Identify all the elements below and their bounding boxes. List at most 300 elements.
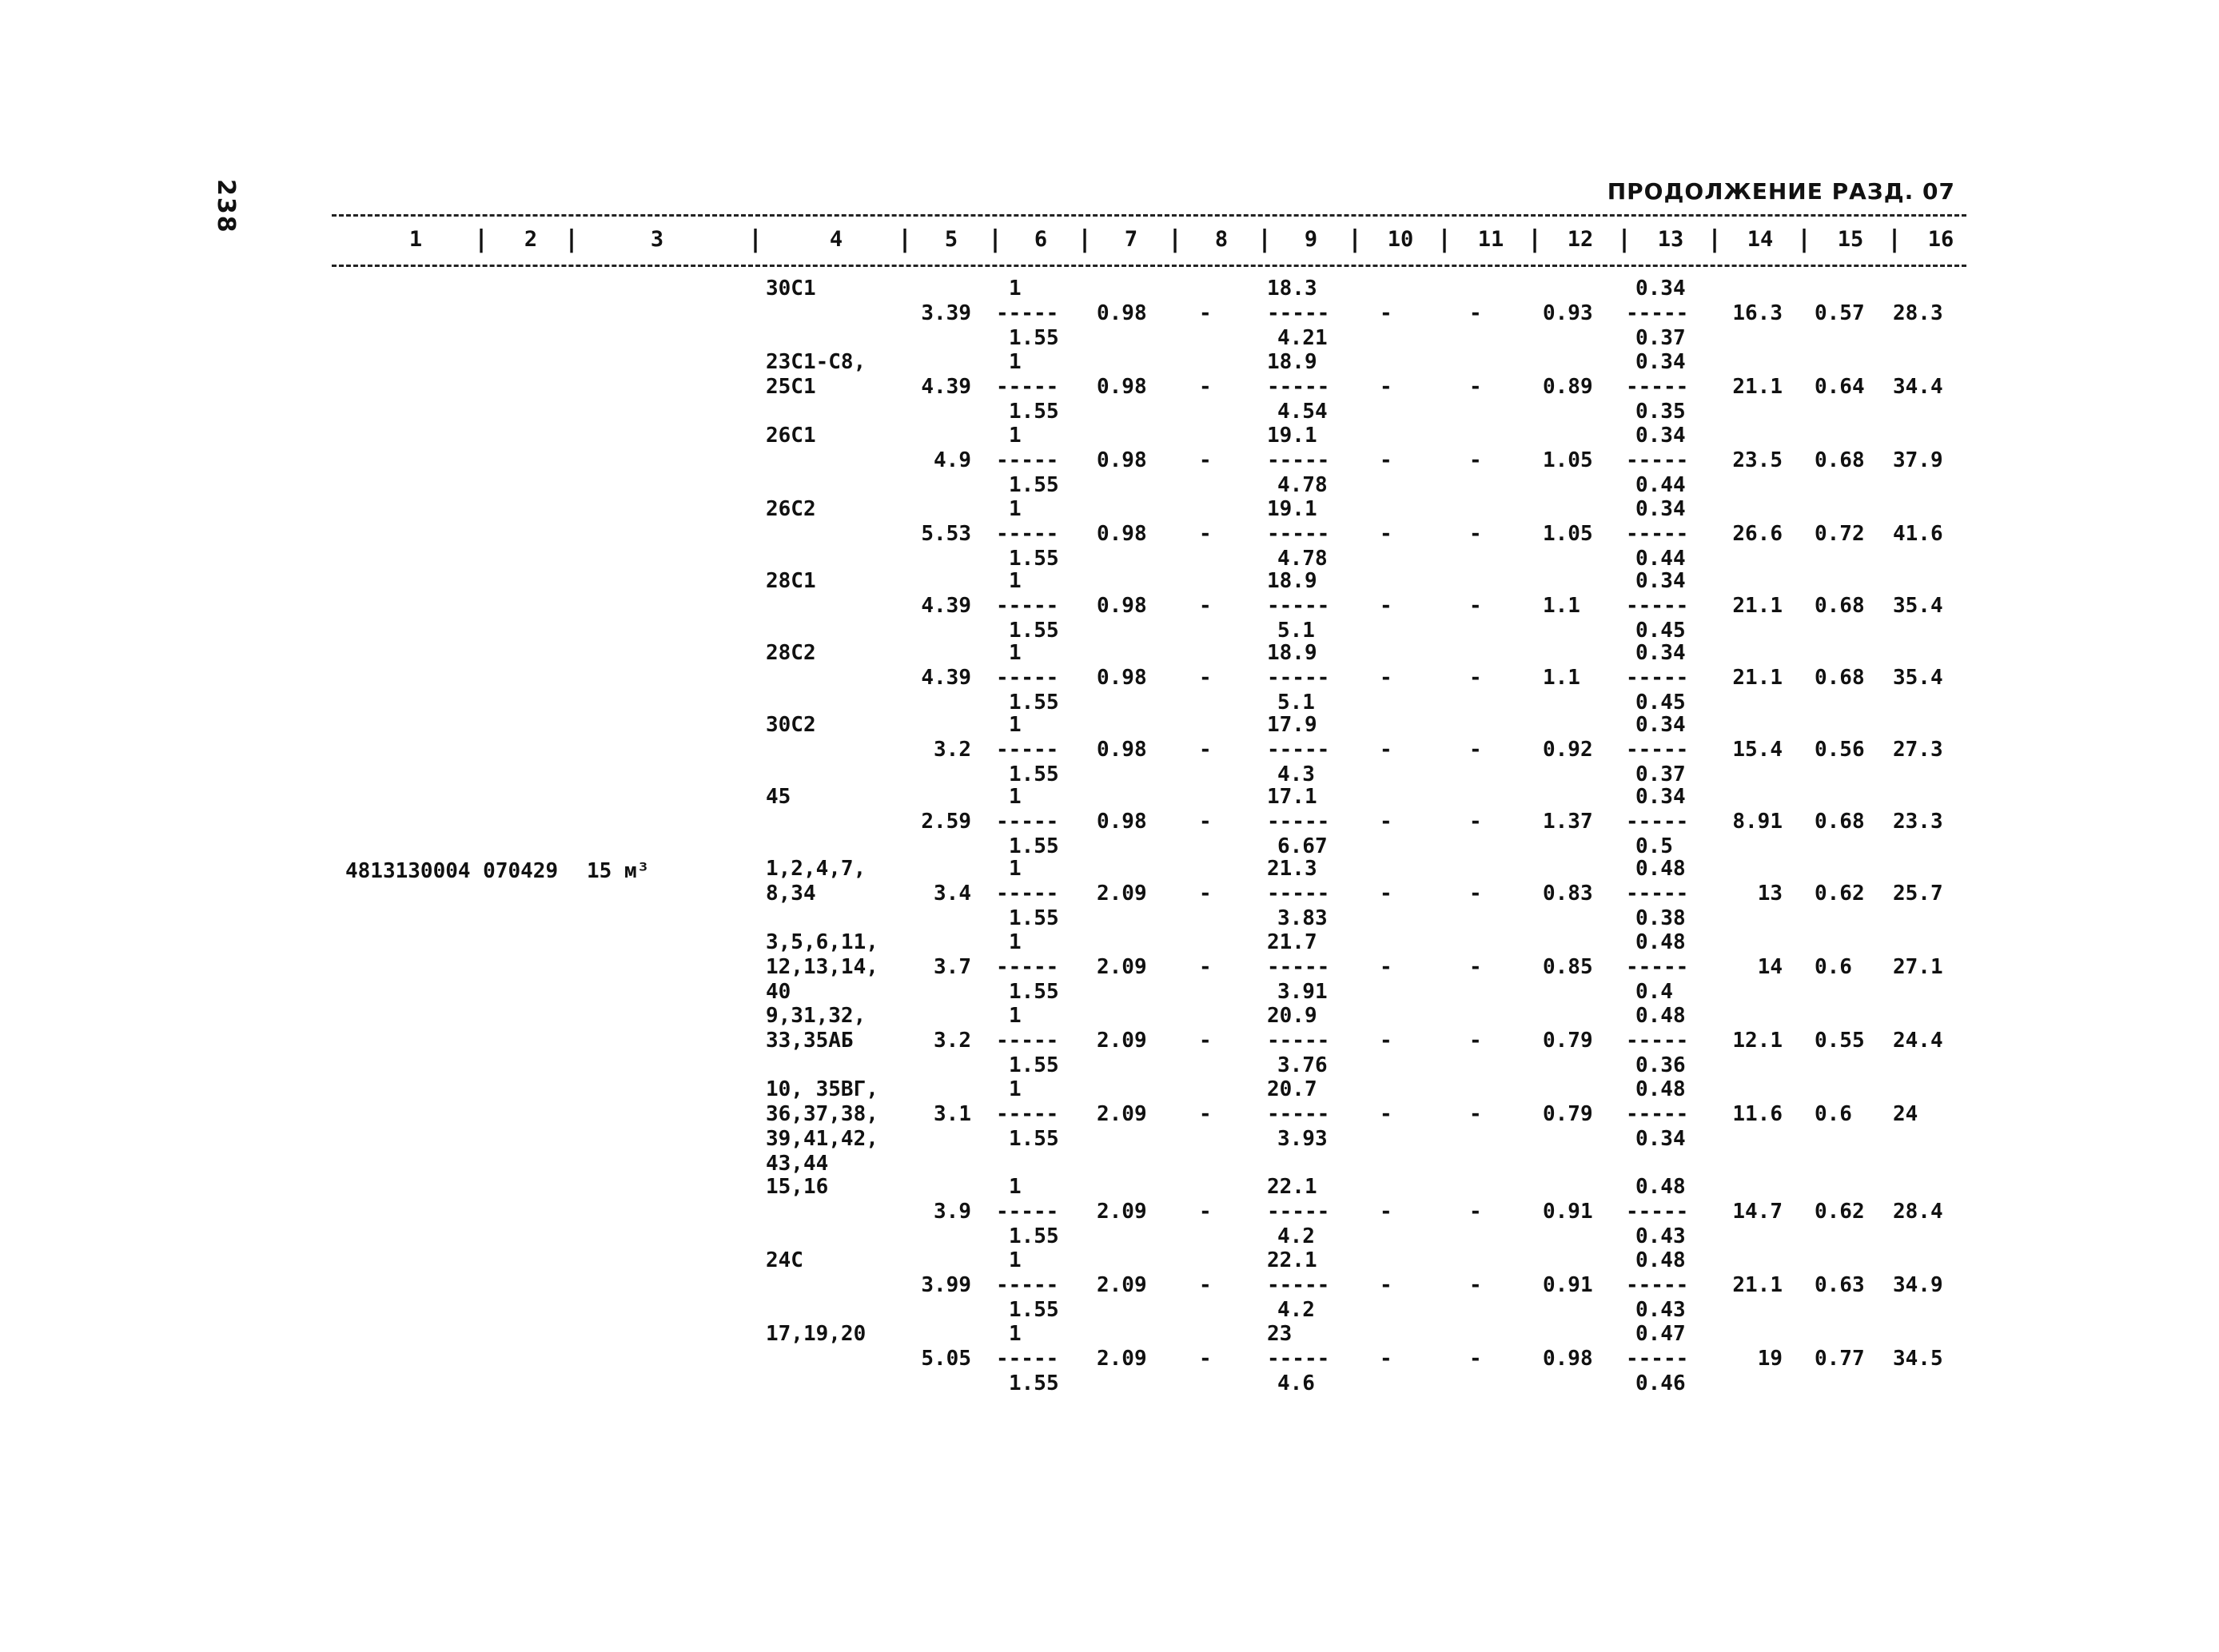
col16-value: 27.1 (1893, 955, 1943, 979)
col8-value: - (1199, 955, 1212, 979)
col13-denominator: 0.45 (1635, 619, 1686, 643)
col15-value: 0.56 (1815, 738, 1865, 762)
col16-value: 35.4 (1893, 594, 1943, 618)
column-separator: | (1078, 225, 1093, 253)
item-mark: 39,41,42, (766, 1127, 878, 1151)
col9-numerator: 18.9 (1267, 569, 1317, 593)
col10-value: - (1380, 1102, 1392, 1126)
col11-value: - (1469, 738, 1482, 762)
col15-value: 0.68 (1815, 666, 1865, 690)
col12-value: 0.91 (1543, 1200, 1593, 1224)
col10-value: - (1380, 522, 1392, 546)
column-separator: | (1348, 225, 1363, 253)
item-mark: 23С1-С8, (766, 350, 866, 374)
col6-denominator: 1.55 (1009, 906, 1059, 930)
col9-numerator: 19.1 (1267, 497, 1317, 521)
col8-value: - (1199, 1273, 1212, 1297)
fraction-line: ----- (996, 882, 1059, 906)
col12-value: 1.37 (1543, 810, 1593, 834)
col14-value: 21.1 (1732, 666, 1783, 690)
col8-value: - (1199, 375, 1212, 399)
item-mark: 40 (766, 980, 791, 1004)
fraction-line: ----- (996, 1029, 1059, 1053)
col8-value: - (1199, 1200, 1212, 1224)
column-header-6: 6 (1034, 227, 1048, 252)
col7-value: 0.98 (1097, 375, 1147, 399)
col7-value: 0.98 (1097, 666, 1147, 690)
col16-value: 27.3 (1893, 738, 1943, 762)
col14-value: 15.4 (1732, 738, 1783, 762)
col16-value: 28.3 (1893, 301, 1943, 325)
fraction-line: ----- (1267, 810, 1330, 834)
col5-value: 5.05 (921, 1347, 971, 1371)
col15-value: 0.63 (1815, 1273, 1865, 1297)
column-header-4: 4 (829, 227, 843, 252)
col6-denominator: 1.55 (1009, 473, 1059, 497)
column-separator: | (988, 225, 1003, 253)
col16-value: 41.6 (1893, 522, 1943, 546)
col6-numerator: 1 (1009, 1175, 1022, 1199)
col16-value: 34.4 (1893, 375, 1943, 399)
col12-value: 0.91 (1543, 1273, 1593, 1297)
col9-denominator: 4.78 (1277, 547, 1328, 571)
col13-numerator: 0.34 (1635, 350, 1686, 374)
col6-denominator: 1.55 (1009, 1053, 1059, 1077)
col11-value: - (1469, 448, 1482, 472)
column-header-13: 13 (1657, 227, 1684, 252)
col10-value: - (1380, 448, 1392, 472)
col11-value: - (1469, 594, 1482, 618)
col16-value: 24 (1893, 1102, 1918, 1126)
col15-value: 0.68 (1815, 594, 1865, 618)
item-mark: 26С1 (766, 424, 816, 448)
col13-denominator: 0.43 (1635, 1298, 1686, 1322)
col9-numerator: 21.7 (1267, 930, 1317, 954)
fraction-line: ----- (1267, 955, 1330, 979)
col6-denominator: 1.55 (1009, 980, 1059, 1004)
col16-value: 34.5 (1893, 1347, 1943, 1371)
col12-value: 1.05 (1543, 522, 1593, 546)
fraction-line: ----- (996, 594, 1059, 618)
col8-value: - (1199, 810, 1212, 834)
item-mark: 28С2 (766, 641, 816, 665)
col12-value: 0.92 (1543, 738, 1593, 762)
col7-value: 0.98 (1097, 810, 1147, 834)
col15-value: 0.55 (1815, 1029, 1865, 1053)
col13-numerator: 0.48 (1635, 857, 1686, 881)
col15-value: 0.72 (1815, 522, 1865, 546)
column-separator: | (1528, 225, 1543, 253)
col6-numerator: 1 (1009, 713, 1022, 737)
fraction-line: ----- (996, 301, 1059, 325)
column-header-1: 1 (408, 227, 423, 252)
col13-denominator: 0.5 (1635, 834, 1673, 858)
col6-numerator: 1 (1009, 1077, 1022, 1101)
col10-value: - (1380, 882, 1392, 906)
item-mark: 9,31,32, (766, 1004, 866, 1028)
col11-value: - (1469, 1273, 1482, 1297)
fraction-line: ----- (996, 1347, 1059, 1371)
col5-value: 3.2 (934, 738, 971, 762)
column-header-16: 16 (1927, 227, 1954, 252)
col13-numerator: 0.34 (1635, 424, 1686, 448)
fraction-line: ----- (1626, 594, 1689, 618)
col6-denominator: 1.55 (1009, 762, 1059, 786)
fraction-line: ----- (1626, 1200, 1689, 1224)
col5-value: 3.9 (934, 1200, 971, 1224)
fraction-line: ----- (1626, 955, 1689, 979)
col14-value: 11.6 (1732, 1102, 1783, 1126)
col5-value: 3.7 (934, 955, 971, 979)
fraction-line: ----- (1626, 448, 1689, 472)
col9-numerator: 17.1 (1267, 785, 1317, 809)
col6-denominator: 1.55 (1009, 691, 1059, 715)
col13-numerator: 0.47 (1635, 1322, 1686, 1346)
col9-numerator: 20.7 (1267, 1077, 1317, 1101)
col9-numerator: 23 (1267, 1322, 1293, 1346)
fraction-line: ----- (1626, 810, 1689, 834)
col12-value: 1.05 (1543, 448, 1593, 472)
fraction-line: ----- (1626, 1102, 1689, 1126)
col11-value: - (1469, 1102, 1482, 1126)
col5-value: 4.9 (934, 448, 971, 472)
col12-value: 0.93 (1543, 301, 1593, 325)
col5-value: 3.1 (934, 1102, 971, 1126)
col16-value: 28.4 (1893, 1200, 1943, 1224)
column-header-5: 5 (944, 227, 958, 252)
col14-value: 19 (1757, 1347, 1783, 1371)
fraction-line: ----- (1267, 1273, 1330, 1297)
col6-denominator: 1.55 (1009, 547, 1059, 571)
col6-numerator: 1 (1009, 641, 1022, 665)
item-mark: 3,5,6,11, (766, 930, 878, 954)
col6-denominator: 1.55 (1009, 1298, 1059, 1322)
col8-value: - (1199, 301, 1212, 325)
item-mark: 10, 35ВГ, (766, 1077, 878, 1101)
col6-denominator: 1.55 (1009, 1371, 1059, 1395)
item-mark: 25С1 (766, 375, 816, 399)
col7-value: 2.09 (1097, 1347, 1147, 1371)
col13-numerator: 0.34 (1635, 785, 1686, 809)
col8-value: - (1199, 522, 1212, 546)
col15-value: 0.6 (1815, 955, 1852, 979)
column-header-11: 11 (1477, 227, 1504, 252)
col10-value: - (1380, 1029, 1392, 1053)
col6-numerator: 1 (1009, 1322, 1022, 1346)
col9-numerator: 22.1 (1267, 1175, 1317, 1199)
col12-value: 0.98 (1543, 1347, 1593, 1371)
col11-value: - (1469, 882, 1482, 906)
col13-numerator: 0.48 (1635, 1248, 1686, 1272)
col9-denominator: 6.67 (1277, 834, 1328, 858)
col10-value: - (1380, 375, 1392, 399)
col7-value: 2.09 (1097, 955, 1147, 979)
fraction-line: ----- (1626, 666, 1689, 690)
col6-numerator: 1 (1009, 277, 1022, 301)
column-header-14: 14 (1747, 227, 1774, 252)
col11-value: - (1469, 1200, 1482, 1224)
header-rule-bottom (332, 265, 1966, 267)
col13-denominator: 0.46 (1635, 1371, 1686, 1395)
col6-numerator: 1 (1009, 1004, 1022, 1028)
col5-value: 3.2 (934, 1029, 971, 1053)
col7-value: 2.09 (1097, 1029, 1147, 1053)
fraction-line: ----- (1626, 375, 1689, 399)
col12-value: 0.85 (1543, 955, 1593, 979)
fraction-line: ----- (1626, 522, 1689, 546)
col14-value: 16.3 (1732, 301, 1783, 325)
col9-denominator: 5.1 (1277, 619, 1315, 643)
fraction-line: ----- (996, 1273, 1059, 1297)
col15-value: 0.64 (1815, 375, 1865, 399)
col11-value: - (1469, 666, 1482, 690)
col6-denominator: 1.55 (1009, 1224, 1059, 1248)
col5-value: 4.39 (921, 375, 971, 399)
col13-denominator: 0.35 (1635, 400, 1686, 424)
col9-denominator: 3.76 (1277, 1053, 1328, 1077)
fraction-line: ----- (996, 1102, 1059, 1126)
col14-value: 13 (1757, 882, 1783, 906)
col16-value: 23.3 (1893, 810, 1943, 834)
col14-value: 23.5 (1732, 448, 1783, 472)
fraction-line: ----- (1626, 301, 1689, 325)
col8-value: - (1199, 882, 1212, 906)
col9-numerator: 21.3 (1267, 857, 1317, 881)
col15-value: 0.68 (1815, 448, 1865, 472)
col6-numerator: 1 (1009, 930, 1022, 954)
col15-value: 0.62 (1815, 882, 1865, 906)
col10-value: - (1380, 1273, 1392, 1297)
fraction-line: ----- (1626, 738, 1689, 762)
col5-value: 3.39 (921, 301, 971, 325)
col14-value: 14 (1757, 955, 1783, 979)
col14-value: 26.6 (1732, 522, 1783, 546)
col6-numerator: 1 (1009, 350, 1022, 374)
col10-value: - (1380, 738, 1392, 762)
col14-value: 12.1 (1732, 1029, 1783, 1053)
header-rule-top (332, 214, 1966, 217)
fraction-line: ----- (996, 738, 1059, 762)
column-separator: | (1257, 225, 1273, 253)
col8-value: - (1199, 594, 1212, 618)
item-mark: 8,34 (766, 882, 816, 906)
col13-denominator: 0.43 (1635, 1224, 1686, 1248)
item-mark: 43,44 (766, 1152, 829, 1176)
col9-denominator: 5.1 (1277, 691, 1315, 715)
col14-value: 14.7 (1732, 1200, 1783, 1224)
fraction-line: ----- (1267, 738, 1330, 762)
col12-value: 1.1 (1543, 594, 1580, 618)
col5-value: 4.39 (921, 594, 971, 618)
column-header-7: 7 (1124, 227, 1138, 252)
column-separator: | (1617, 225, 1632, 253)
fraction-line: ----- (1267, 666, 1330, 690)
fraction-line: ----- (1267, 448, 1330, 472)
col11-value: - (1469, 955, 1482, 979)
col13-numerator: 0.34 (1635, 713, 1686, 737)
col7-value: 0.98 (1097, 448, 1147, 472)
col13-denominator: 0.44 (1635, 547, 1686, 571)
col13-numerator: 0.34 (1635, 569, 1686, 593)
col16-value: 24.4 (1893, 1029, 1943, 1053)
col15-value: 0.6 (1815, 1102, 1852, 1126)
col8-value: - (1199, 448, 1212, 472)
col11-value: - (1469, 522, 1482, 546)
col6-denominator: 1.55 (1009, 1127, 1059, 1151)
fraction-line: ----- (1267, 1200, 1330, 1224)
col8-value: - (1199, 666, 1212, 690)
col13-numerator: 0.34 (1635, 497, 1686, 521)
col11-value: - (1469, 375, 1482, 399)
col13-denominator: 0.37 (1635, 326, 1686, 350)
col7-value: 0.98 (1097, 522, 1147, 546)
fraction-line: ----- (996, 522, 1059, 546)
col13-numerator: 0.34 (1635, 277, 1686, 301)
item-mark: 1,2,4,7, (766, 857, 866, 881)
col5-value: 3.4 (934, 882, 971, 906)
col8-value: - (1199, 1347, 1212, 1371)
column-separator: | (1707, 225, 1723, 253)
fraction-line: ----- (1626, 1347, 1689, 1371)
col13-denominator: 0.44 (1635, 473, 1686, 497)
item-mark: 24С (766, 1248, 803, 1272)
product-code: 4813130004 070429 (345, 859, 559, 883)
col15-value: 0.57 (1815, 301, 1865, 325)
col7-value: 2.09 (1097, 1200, 1147, 1224)
column-separator: | (564, 225, 580, 253)
col9-denominator: 4.3 (1277, 762, 1315, 786)
item-mark: 45 (766, 785, 791, 809)
item-mark: 36,37,38, (766, 1102, 878, 1126)
column-header-2: 2 (524, 227, 538, 252)
col7-value: 0.98 (1097, 301, 1147, 325)
col6-numerator: 1 (1009, 1248, 1022, 1272)
col7-value: 0.98 (1097, 738, 1147, 762)
col11-value: - (1469, 301, 1482, 325)
col9-numerator: 18.9 (1267, 350, 1317, 374)
col13-denominator: 0.45 (1635, 691, 1686, 715)
col9-denominator: 4.2 (1277, 1224, 1315, 1248)
page-number: 238 (212, 179, 240, 234)
fraction-line: ----- (996, 375, 1059, 399)
col12-value: 0.89 (1543, 375, 1593, 399)
item-mark: 28С1 (766, 569, 816, 593)
col16-value: 35.4 (1893, 666, 1943, 690)
col12-value: 0.79 (1543, 1102, 1593, 1126)
col10-value: - (1380, 301, 1392, 325)
col8-value: - (1199, 738, 1212, 762)
col6-denominator: 1.55 (1009, 400, 1059, 424)
col13-numerator: 0.34 (1635, 641, 1686, 665)
col9-denominator: 3.93 (1277, 1127, 1328, 1151)
col13-numerator: 0.48 (1635, 930, 1686, 954)
col14-value: 21.1 (1732, 1273, 1783, 1297)
fraction-line: ----- (1267, 1029, 1330, 1053)
col10-value: - (1380, 1200, 1392, 1224)
fraction-line: ----- (1267, 594, 1330, 618)
col13-denominator: 0.38 (1635, 906, 1686, 930)
col6-numerator: 1 (1009, 424, 1022, 448)
col5-value: 5.53 (921, 522, 971, 546)
item-mark: 15,16 (766, 1175, 829, 1199)
fraction-line: ----- (996, 810, 1059, 834)
col10-value: - (1380, 594, 1392, 618)
col9-denominator: 3.91 (1277, 980, 1328, 1004)
col14-value: 8.91 (1732, 810, 1783, 834)
col16-value: 34.9 (1893, 1273, 1943, 1297)
col12-value: 0.83 (1543, 882, 1593, 906)
fraction-line: ----- (996, 955, 1059, 979)
column-separator: | (1168, 225, 1183, 253)
fraction-line: ----- (996, 448, 1059, 472)
column-separator: | (1797, 225, 1812, 253)
col15-value: 0.77 (1815, 1347, 1865, 1371)
col5-value: 2.59 (921, 810, 971, 834)
col10-value: - (1380, 955, 1392, 979)
column-header-9: 9 (1304, 227, 1318, 252)
col9-numerator: 19.1 (1267, 424, 1317, 448)
col9-denominator: 3.83 (1277, 906, 1328, 930)
item-mark: 12,13,14, (766, 955, 878, 979)
fraction-line: ----- (1626, 1029, 1689, 1053)
col9-numerator: 20.9 (1267, 1004, 1317, 1028)
col9-numerator: 22.1 (1267, 1248, 1317, 1272)
fraction-line: ----- (1267, 1347, 1330, 1371)
fraction-line: ----- (1267, 1102, 1330, 1126)
col13-denominator: 0.34 (1635, 1127, 1686, 1151)
col9-denominator: 4.78 (1277, 473, 1328, 497)
fraction-line: ----- (1267, 375, 1330, 399)
column-separator: | (1887, 225, 1902, 253)
col16-value: 25.7 (1893, 882, 1943, 906)
col7-value: 2.09 (1097, 1102, 1147, 1126)
item-mark: 17,19,20 (766, 1322, 866, 1346)
col8-value: - (1199, 1102, 1212, 1126)
column-separator: | (748, 225, 763, 253)
product-unit: 15 м³ (587, 859, 650, 883)
item-mark: 30С2 (766, 713, 816, 737)
col8-value: - (1199, 1029, 1212, 1053)
col14-value: 21.1 (1732, 375, 1783, 399)
column-separator: | (898, 225, 913, 253)
fraction-line: ----- (1267, 301, 1330, 325)
col11-value: - (1469, 1347, 1482, 1371)
item-mark: 26С2 (766, 497, 816, 521)
col6-denominator: 1.55 (1009, 619, 1059, 643)
col6-numerator: 1 (1009, 569, 1022, 593)
col9-denominator: 4.54 (1277, 400, 1328, 424)
col12-value: 0.79 (1543, 1029, 1593, 1053)
col7-value: 0.98 (1097, 594, 1147, 618)
column-header-15: 15 (1837, 227, 1864, 252)
column-header-10: 10 (1387, 227, 1414, 252)
col5-value: 3.99 (921, 1273, 971, 1297)
section-title: ПРОДОЛЖЕНИЕ РАЗД. 07 (1607, 178, 1955, 205)
col10-value: - (1380, 666, 1392, 690)
col13-numerator: 0.48 (1635, 1004, 1686, 1028)
column-header-3: 3 (650, 227, 664, 252)
col5-value: 4.39 (921, 666, 971, 690)
col7-value: 2.09 (1097, 882, 1147, 906)
item-mark: 30С1 (766, 277, 816, 301)
column-header-8: 8 (1214, 227, 1229, 252)
col13-denominator: 0.36 (1635, 1053, 1686, 1077)
fraction-line: ----- (1626, 882, 1689, 906)
column-separator: | (1437, 225, 1452, 253)
col10-value: - (1380, 810, 1392, 834)
col10-value: - (1380, 1347, 1392, 1371)
column-separator: | (474, 225, 489, 253)
